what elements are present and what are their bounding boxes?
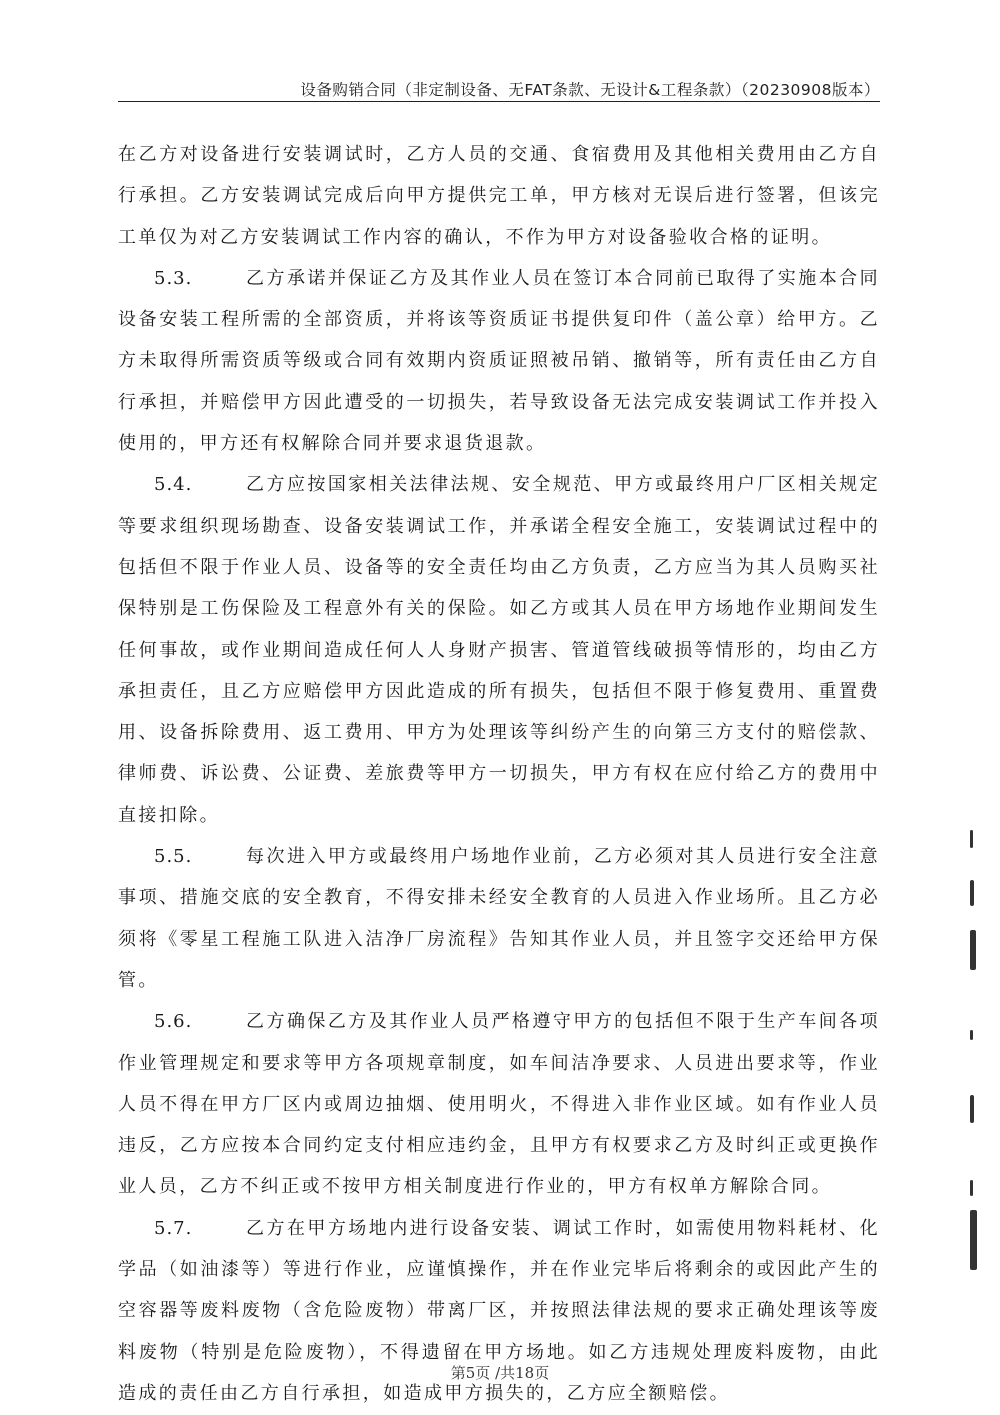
intro-paragraph: 在乙方对设备进行安装调试时，乙方人员的交通、食宿费用及其他相关费用由乙方自行承担。乙方安装调试完成后向甲方提供完工单，甲方核对无误后进行签署，但该完工单仅为对乙方安装调试工作内容的确认，不作为甲方对设备验收合格的证明。 [118,144,880,248]
clause-number: 5.4. [154,474,193,496]
clause-text: 乙方确保乙方及其作业人员严格遵守甲方的包括但不限于生产车间各项作业管理规定和要求等甲方各项规章制度，如车间洁净要求、人员进出要求等，作业人员不得在甲方厂区内或周边抽烟、使用明火，不得进入非作业区域。如有作业人员违反，乙方应按本合同约定支付相应违约金，且甲方有权要求乙方及时纠正或更换作业人员，乙方不纠正或不按甲方相关制度进行作业的，甲方有权单方解除合同。 [118,1011,880,1198]
document-header: 设备购销合同（非定制设备、无FAT条款、无设计&工程条款）（20230908版本） [300,81,880,99]
clause-text: 乙方在甲方场地内进行设备安装、调试工作时，如需使用物料耗材、化学品（如油漆等）等进行作业，应谨慎操作，并在作业完毕后将剩余的或因此产生的空容器等废料废物（含危险废物）带离厂区，并按照法律法规的要求正确处理该等废料废物（特别是危险废物），不得遗留在甲方场地。如乙方违规处理废料废物，由此造成的责任由乙方自行承担，如造成甲方损失的，乙方应全额赔偿。 [118,1217,880,1404]
scan-edge-marks [962,830,992,1280]
clause-number: 5.7. [154,1217,193,1239]
clause-5-3 [118,258,880,464]
header-divider [118,101,880,102]
clause-text: 乙方承诺并保证乙方及其作业人员在签订本合同前已取得了实施本合同设备安装工程所需的全部资质，并将该等资质证书提供复印件（盖公章）给甲方。乙方未取得所需资质等级或合同有效期内资质证照被吊销、撤销等，所有责任由乙方自行承担，并赔偿甲方因此遭受的一切损失，若导致设备无法完成安装调试工作并投入使用的，甲方还有权解除合同并要求退货退款。 [118,267,880,455]
clause-number: 5.3. [154,267,193,289]
clause-number: 5.6. [154,1011,193,1033]
clause-5-4 [118,464,880,836]
clause-5-7 [118,1208,880,1414]
clause-5-6 [118,1001,880,1207]
clause-text: 每次进入甲方或最终用户场地作业前，乙方必须对其人员进行安全注意事项、措施交底的安全教育，不得安排未经安全教育的人员进入作业场所。且乙方必须将《零星工程施工队进入洁净厂房流程》告知其作业人员，并且签字交还给甲方保管。 [118,846,880,991]
clause-number: 5.5. [154,846,193,868]
contract-body [118,134,880,1414]
clause-5-5 [118,836,880,1001]
clause-text: 乙方应按国家相关法律法规、安全规范、甲方或最终用户厂区相关规定等要求组织现场勘查、设备安装调试工作，并承诺全程安全施工，安装调试过程中的包括但不限于作业人员、设备等的安全责任均由乙方负责，乙方应当为其人员购买社保特别是工伤保险及工程意外有关的保险。如乙方或其人员在甲方场地作业期间发生任何事故，或作业期间造成任何人人身财产损害、管道管线破损等情形的，均由乙方承担责任，且乙方应赔偿甲方因此造成的所有损失，包括但不限于修复费用、重置费用、设备拆除费用、返工费用、甲方为处理该等纠纷产生的向第三方支付的赔偿款、律师费、诉讼费、公证费、差旅费等甲方一切损失，甲方有权在应付给乙方的费用中直接扣除。 [118,474,880,826]
page-number: 第5页 /共18页 [450,1364,550,1382]
